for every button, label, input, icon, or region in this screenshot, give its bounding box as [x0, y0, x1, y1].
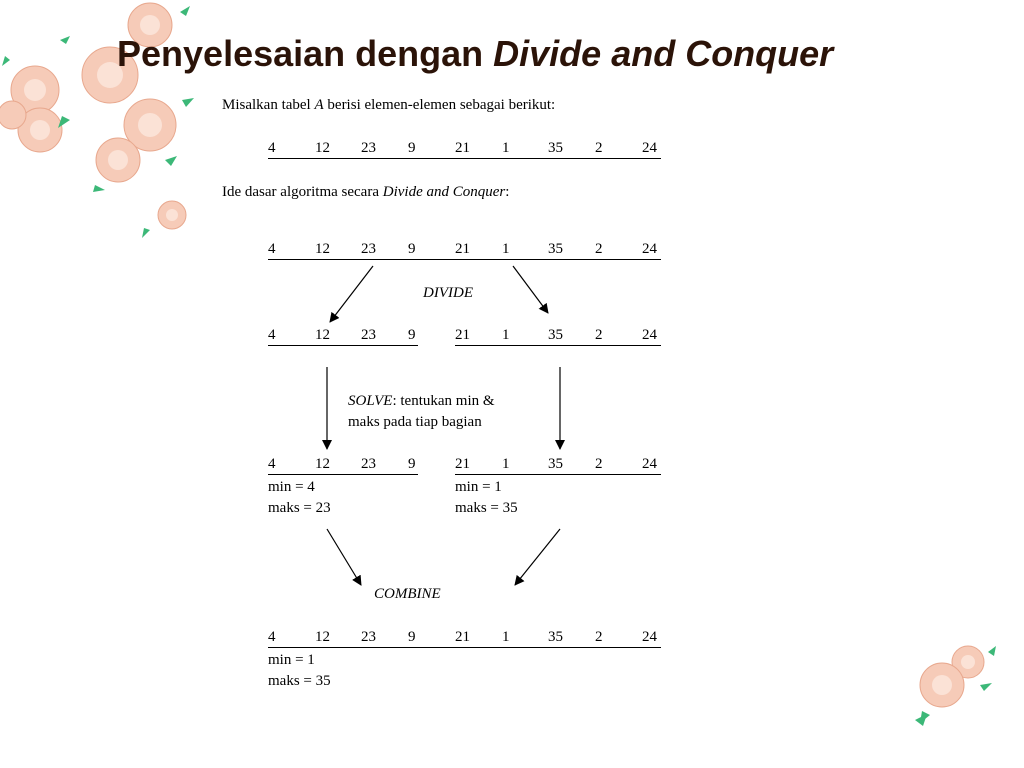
array-cell: 9 [408, 456, 416, 472]
array-cell: 35 [548, 241, 563, 257]
array-cell: 12 [315, 629, 330, 645]
array-cell: 24 [642, 327, 657, 343]
array-cell: 21 [455, 629, 470, 645]
array-cell: 24 [642, 241, 657, 257]
array-cell: 12 [315, 456, 330, 472]
left-max: maks = 23 [268, 500, 331, 516]
array-row-right-solved [455, 455, 661, 475]
array-cell: 12 [315, 241, 330, 257]
array-cell: 21 [455, 140, 470, 156]
array-cell: 12 [315, 327, 330, 343]
array-row-left-solved [268, 455, 418, 475]
array-cell: 21 [455, 456, 470, 472]
array-cell: 2 [595, 140, 603, 156]
array-row-final [268, 628, 661, 648]
array-cell: 1 [502, 140, 510, 156]
combine-label: COMBINE [374, 586, 441, 602]
array-cell: 24 [642, 629, 657, 645]
array-cell: 4 [268, 327, 276, 343]
array-cell: 1 [502, 456, 510, 472]
array-cell: 2 [595, 456, 603, 472]
array-cell: 2 [595, 241, 603, 257]
idea-part1: Ide dasar algoritma secara [222, 184, 383, 200]
title-text: Penyelesaian dengan [117, 33, 494, 74]
array-cell: 4 [268, 629, 276, 645]
left-min: min = 4 [268, 479, 315, 495]
divide-arrow-left [330, 266, 373, 322]
array-cell: 23 [361, 327, 376, 343]
array-cell: 35 [548, 327, 563, 343]
solve-text-line1 [348, 392, 495, 410]
title-italic-text: Divide and Conquer [493, 33, 834, 74]
array-cell: 1 [502, 629, 510, 645]
intro-part1: Misalkan tabel [222, 97, 315, 113]
idea-part2: : [505, 184, 510, 200]
array-cell: 9 [408, 629, 416, 645]
array-cell: 23 [361, 456, 376, 472]
array-cell: 35 [548, 140, 563, 156]
array-cell: 12 [315, 140, 330, 156]
solve-text-line2: maks pada tiap bagian [348, 414, 482, 430]
solve-text: : tentukan min & [392, 393, 495, 409]
array-cell: 23 [361, 241, 376, 257]
array-cell: 1 [502, 327, 510, 343]
final-min: min = 1 [268, 652, 315, 668]
array-cell: 2 [595, 629, 603, 645]
intro-part2: berisi elemen-elemen sebagai berikut: [323, 97, 556, 113]
array-cell: 23 [361, 140, 376, 156]
array-cell: 24 [642, 140, 657, 156]
right-max: maks = 35 [455, 500, 518, 516]
array-cell: 4 [268, 140, 276, 156]
array-row-right-half [455, 326, 661, 346]
combine-arrow-left [327, 529, 361, 585]
combine-arrow-right [515, 529, 560, 585]
array-cell: 23 [361, 629, 376, 645]
array-cell: 21 [455, 241, 470, 257]
idea-italic: Divide and Conquer [382, 184, 506, 200]
array-cell: 21 [455, 327, 470, 343]
array-cell: 4 [268, 241, 276, 257]
array-cell: 2 [595, 327, 603, 343]
divide-label: DIVIDE [423, 285, 473, 301]
array-cell: 4 [268, 456, 276, 472]
array-row-left-half [268, 326, 418, 346]
array-cell: 9 [408, 327, 416, 343]
array-cell: 35 [548, 456, 563, 472]
array-cell: 9 [408, 140, 416, 156]
divide-arrow-right [513, 266, 548, 313]
array-cell: 35 [548, 629, 563, 645]
array-cell: 1 [502, 241, 510, 257]
final-max: maks = 35 [268, 673, 331, 689]
solve-label: SOLVE [348, 393, 393, 409]
array-cell: 24 [642, 456, 657, 472]
intro-variable: A [314, 97, 324, 113]
right-min: min = 1 [455, 479, 502, 495]
array-cell: 9 [408, 241, 416, 257]
